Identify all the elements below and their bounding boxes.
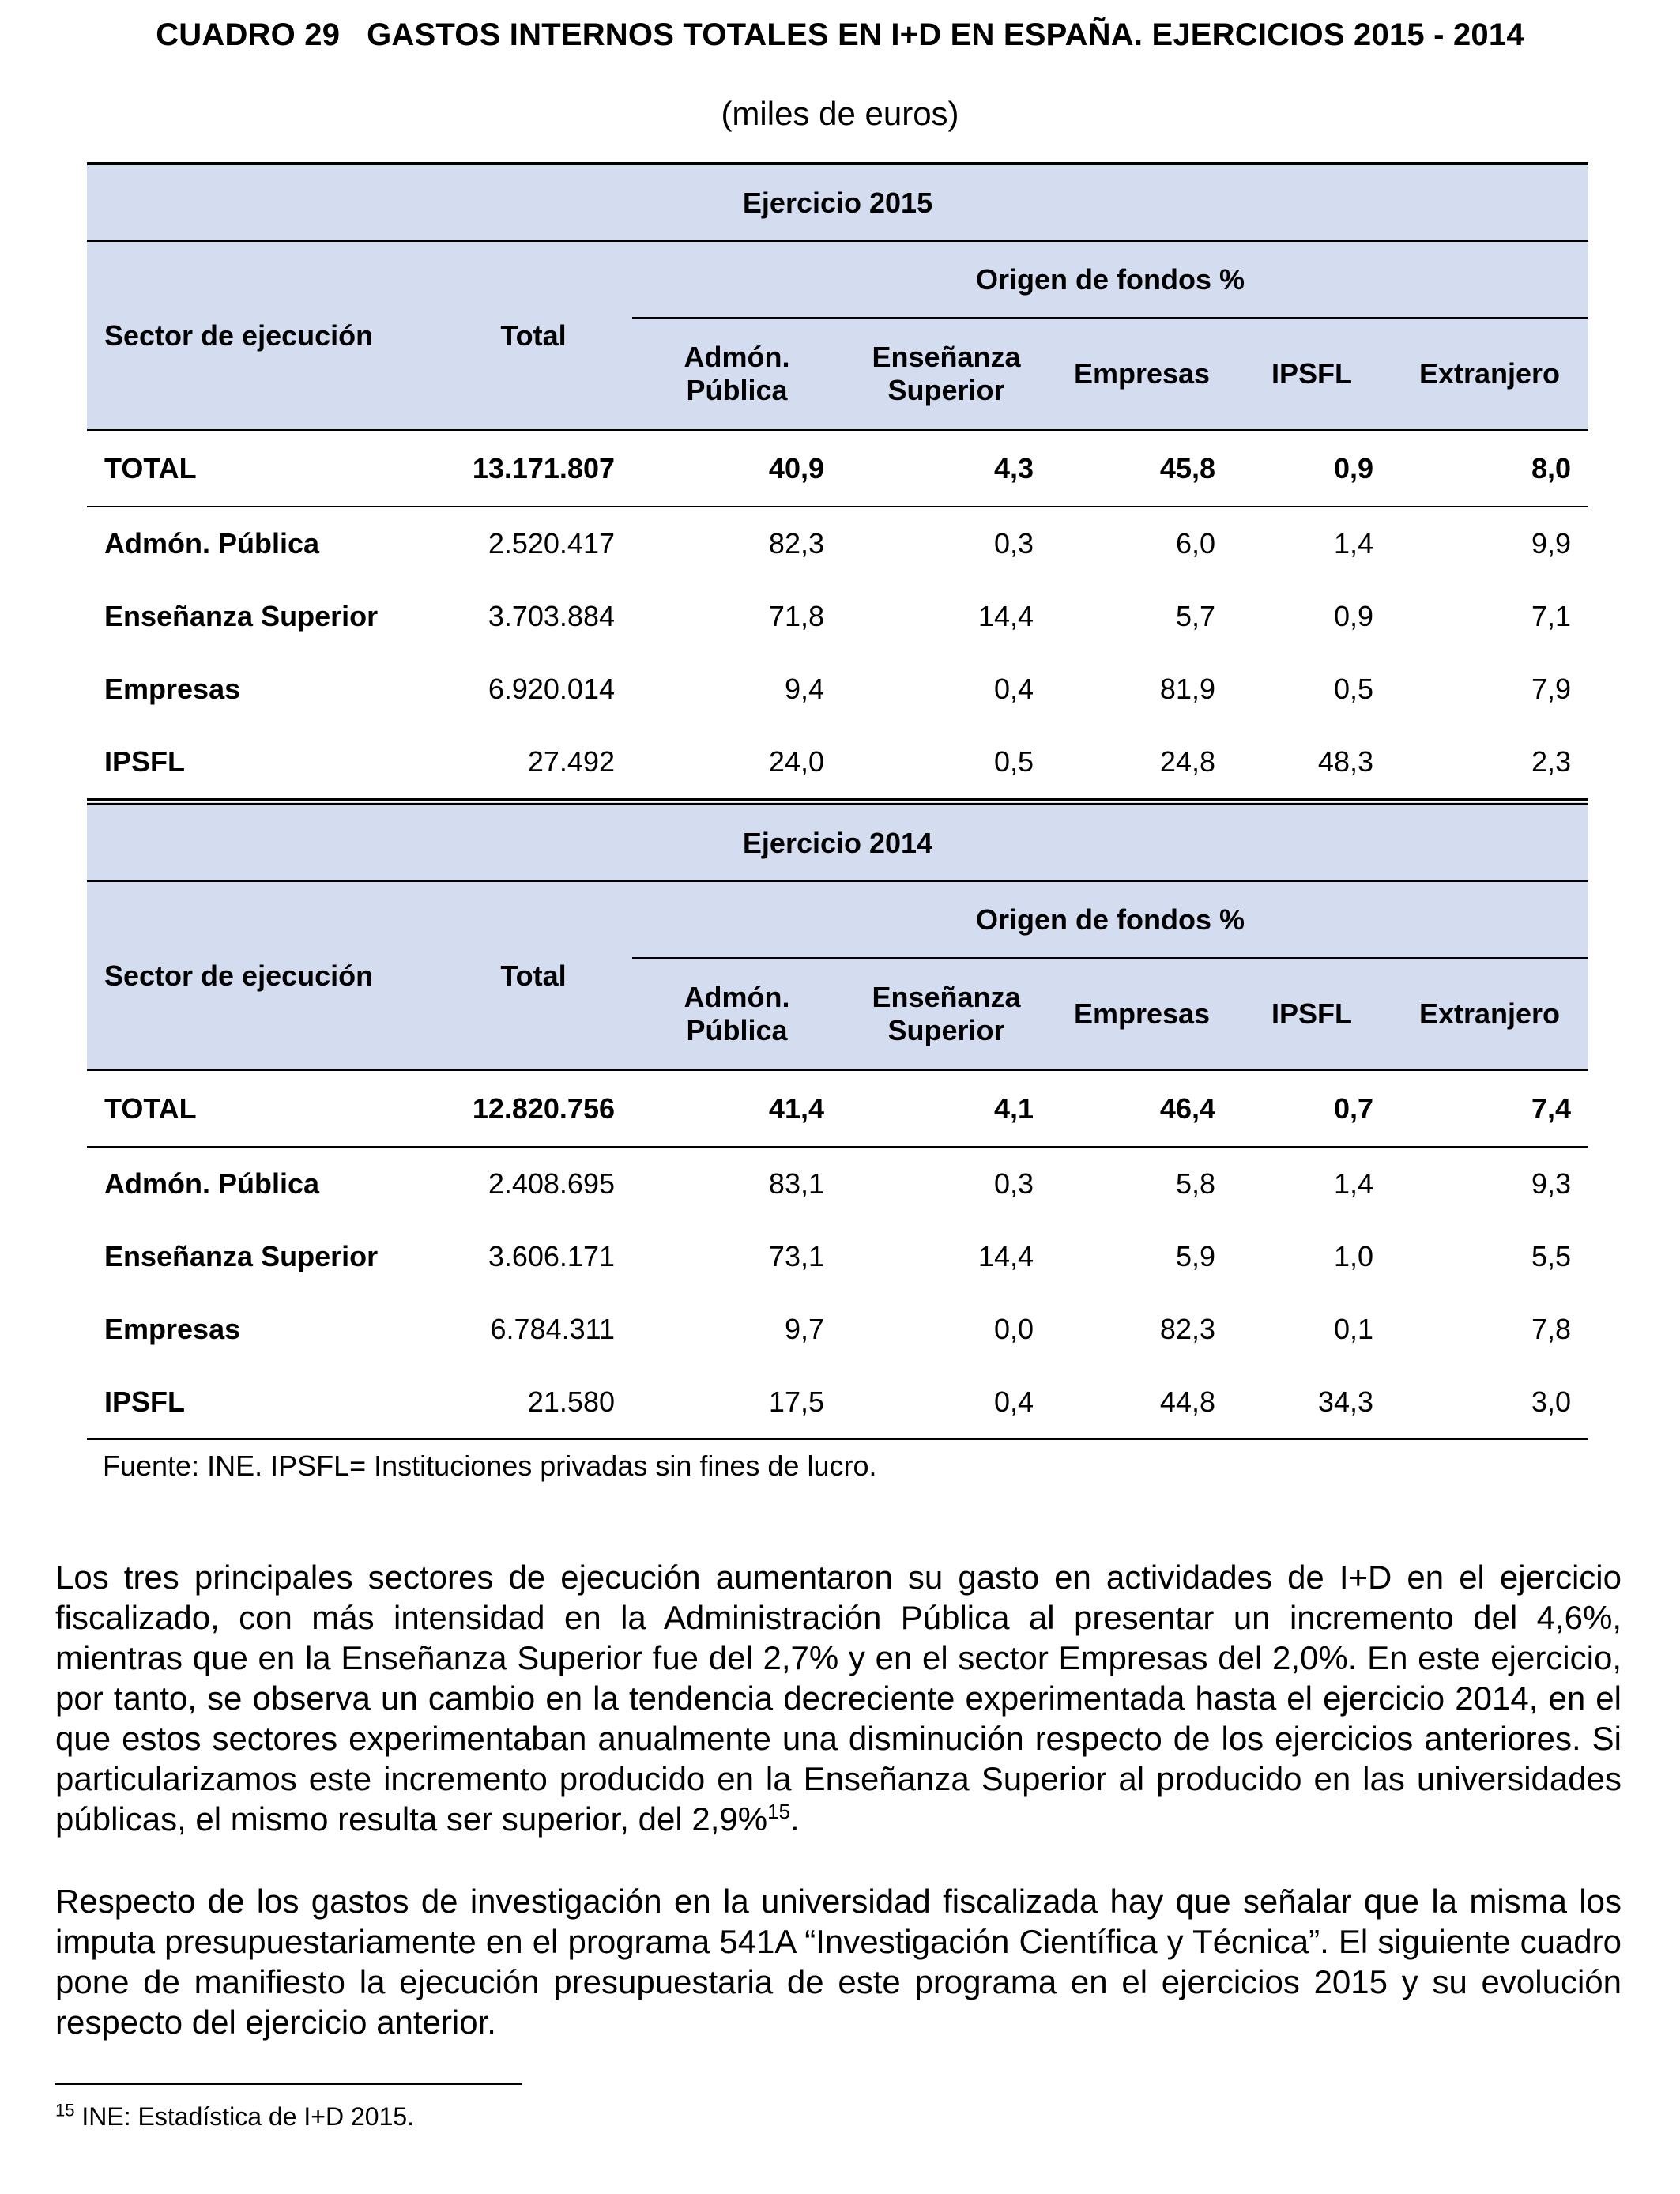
paragraph-1 [55,1557,1622,1839]
year-header-row [87,802,1588,882]
total-row [87,430,1588,507]
column-header-line: Extranjero [1418,357,1561,390]
table-cell: 5,7 [1175,600,1215,632]
column-header [1051,318,1233,430]
year-label: Ejercicio 2014 [87,802,1588,882]
table-source-note: Fuente: INE. IPSFL= Instituciones privadas sin fines de lucro. [103,1449,877,1482]
column-header [1391,318,1588,430]
table-cell: 2,3 [1391,726,1588,802]
table-cell: 0,3 [993,527,1034,560]
table-cell: 81,9 [1159,673,1215,705]
page-title: CUADRO 29 GASTOS INTERNOS TOTALES EN I+D EN ESPAÑA. EJERCICIOS 2015 - 2014 [156,17,1524,52]
table-cell: 1,0 [1333,1240,1373,1272]
table-cell: 0,7 [1233,1070,1391,1147]
origin-header: Origen de fondos % [632,881,1588,958]
table-cell: 9,7 [784,1313,824,1345]
table-cell: 5,8 [1175,1167,1215,1200]
paragraph-1-text: Los tres principales sectores de ejecución aumentaron su gasto en actividades de I+D en el ejercicio fiscalizado, con más intensidad en la Administración Pública al presentar un incremento del 4,6%, mientras que en la Enseñanza Superior fue del 2,7% y en el sector Empresas del 2,0%. En este ejercicio, por tanto, se observa un cambio en la tendencia decreciente experimentada hasta el ejercicio 2014, en el que estos sectores experimentaban anualmente una disminución respecto de los ejercicios anteriores. Si particularizamos este incremento producido en la Enseñanza Superior al producido en las universidades públicas, el mismo resulta ser superior, del 2,9% [55,1559,1622,1838]
table-row [87,1293,1588,1366]
table-cell: 0,4 [842,1366,1051,1439]
table-cell: 0,9 [1233,430,1391,507]
table-cell: 4,1 [842,1070,1051,1147]
column-header-line: Enseñanza [872,981,1021,1013]
column-header-line: Admón. [684,981,790,1013]
table-cell: 0,5 [842,726,1051,802]
header-row [87,881,1588,958]
row-label: Enseñanza Superior [104,600,379,632]
year-label: Ejercicio 2015 [87,164,1588,241]
table-row [87,580,1588,653]
table-cell: 73,1 [768,1240,824,1272]
column-header-line: Pública [686,374,788,406]
table-row [87,1220,1588,1293]
table-cell: 4,3 [842,430,1051,507]
table-cell: 9,9 [1531,527,1572,560]
table-cell: 17,5 [632,1366,842,1439]
table-cell: 0,1 [1333,1313,1373,1345]
column-header [842,318,1051,430]
row-label: TOTAL [87,430,435,507]
table-cell: 3.703.884 [488,600,615,632]
row-label: IPSFL [87,726,435,802]
table-cell: 2.408.695 [488,1167,615,1200]
table-cell: 24,0 [632,726,842,802]
table-cell: 41,4 [632,1070,842,1147]
table-cell: 1,4 [1333,1167,1373,1200]
column-header [842,958,1051,1070]
total-header: Total [435,881,632,1070]
row-label: Empresas [104,1313,241,1345]
table-cell: 34,3 [1233,1366,1391,1439]
table-row [87,1366,1588,1439]
column-header-line: IPSFL [1271,997,1352,1030]
row-label: TOTAL [87,1070,435,1147]
table-cell: 3.606.171 [488,1240,615,1272]
table-cell: 14,4 [977,600,1034,632]
row-label: IPSFL [87,1366,435,1439]
column-header-line: Admón. [684,341,790,373]
table-subtitle: (miles de euros) [721,95,959,132]
table-cell: 7,9 [1531,673,1572,705]
column-header [1051,958,1233,1070]
table-cell: 0,0 [993,1313,1034,1345]
total-row [87,1070,1588,1147]
footnote-reference[interactable]: 15 [767,1800,790,1823]
table-cell: 2.520.417 [488,527,615,560]
table-cell: 9,3 [1531,1167,1572,1200]
table-cell: 82,3 [1159,1313,1215,1345]
table-cell: 13.171.807 [435,430,632,507]
column-header-line: Superior [887,374,1005,406]
table-cell: 24,8 [1051,726,1233,802]
row-label: Empresas [104,673,241,705]
column-header [1233,318,1391,430]
table-cell: 0,9 [1333,600,1373,632]
table-cell: 40,9 [632,430,842,507]
table-cell: 8,0 [1391,430,1588,507]
table-cell: 48,3 [1233,726,1391,802]
row-label: Admón. Pública [104,1167,320,1200]
table-row [87,507,1588,580]
table-cell: 5,5 [1531,1240,1572,1272]
table-cell: 6.784.311 [490,1313,615,1345]
column-header [1391,958,1588,1070]
table-cell: 71,8 [768,600,824,632]
column-header-line: Pública [686,1014,788,1046]
paragraph-2: Respecto de los gastos de investigación en la universidad fiscalizada hay que señalar que la misma los imputa presupuestariamente en el programa 541A “Investigación Científica y Técnica”. El siguiente cuadro pone de manifiesto la ejecución presupuestaria de este programa en el ejercicios 2015 y su evolución respecto del ejercicio anterior. [55,1883,1622,2041]
column-header-line: Extranjero [1418,997,1561,1030]
table-cell: 14,4 [977,1240,1034,1272]
table-row [87,653,1588,726]
column-header-line: Enseñanza [872,341,1021,373]
table-cell: 9,4 [784,673,824,705]
table-cell: 1,4 [1333,527,1373,560]
paragraph-1-end: . [790,1800,800,1838]
rd-expenditure-table [87,162,1588,1440]
table-cell: 3,0 [1391,1366,1588,1439]
column-header-line: Empresas [1073,357,1211,390]
table-cell: 82,3 [768,527,824,560]
rd-expenditure-table-wrapper [87,162,1588,1440]
table-cell: 12.820.756 [435,1070,632,1147]
table-row [87,1147,1588,1220]
table-cell: 44,8 [1051,1366,1233,1439]
footnote-number: 15 [55,2100,75,2120]
column-header [632,318,842,430]
table-cell: 46,4 [1051,1070,1233,1147]
table-cell: 6.920.014 [488,673,615,705]
table-cell: 6,0 [1175,527,1215,560]
table-cell: 27.492 [435,726,632,802]
table-cell: 0,4 [993,673,1034,705]
table-cell: 0,5 [1333,673,1373,705]
table-cell: 83,1 [768,1167,824,1200]
year-header-row [87,164,1588,241]
row-label: Admón. Pública [104,527,320,560]
table-row [87,726,1588,802]
table-cell: 7,8 [1531,1313,1572,1345]
table-cell: 0,3 [993,1167,1034,1200]
table-cell: 21.580 [435,1366,632,1439]
row-label: Enseñanza Superior [104,1240,379,1272]
column-header-line: Superior [887,1014,1005,1046]
column-header-line: IPSFL [1271,357,1352,390]
origin-header: Origen de fondos % [632,241,1588,318]
table-cell: 45,8 [1051,430,1233,507]
sector-header: Sector de ejecución [87,241,435,430]
table-cell: 5,9 [1175,1240,1215,1272]
total-header: Total [435,241,632,430]
table-cell: 7,1 [1531,600,1572,632]
table-cell: 7,4 [1391,1070,1588,1147]
column-header [632,958,842,1070]
footnote-separator [55,2083,522,2085]
sector-header: Sector de ejecución [87,881,435,1070]
column-header-line: Empresas [1073,997,1211,1030]
header-row [87,241,1588,318]
column-header [1233,958,1391,1070]
footnote [55,2102,414,2132]
footnote-text: INE: Estadística de I+D 2015. [74,2102,415,2131]
